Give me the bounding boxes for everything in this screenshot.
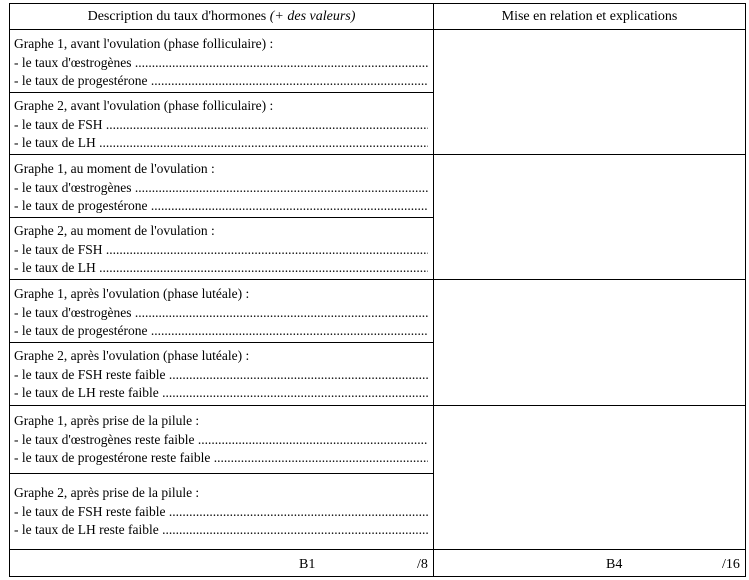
score-max-b4: /16	[722, 557, 740, 572]
row-divider	[10, 473, 433, 474]
row-line: - le taux d'œstrogènes .....	[14, 54, 428, 73]
row-line: - le taux de progestérone .....	[14, 322, 428, 341]
row-line: - le taux de LH reste faible .....	[14, 384, 428, 403]
row-line: - le taux de FSH reste faible .....	[14, 503, 428, 522]
row-line: - le taux de FSH reste faible .....	[14, 366, 428, 385]
row-title: Graphe 1, au moment de l'ovulation :	[14, 161, 215, 176]
row-line: - le taux d'œstrogènes .....	[14, 179, 428, 198]
row-title: Graphe 2, après prise de la pilule :	[14, 485, 200, 500]
row-divider	[10, 405, 746, 406]
row-divider	[10, 279, 746, 280]
header-explanations: Mise en relation et explications	[501, 9, 678, 24]
row-title: Graphe 1, avant l'ovulation (phase folliculaire) :	[14, 36, 274, 51]
row-line: - le taux de progestérone reste faible .....	[14, 449, 428, 468]
row-line: - le taux d'œstrogènes .....	[14, 304, 428, 323]
row-graphe1-apres	[14, 285, 428, 341]
row-title: Graphe 2, au moment de l'ovulation :	[14, 223, 215, 238]
row-title: Graphe 2, avant l'ovulation (phase folliculaire) :	[14, 98, 274, 113]
header-description	[10, 4, 433, 29]
row-title: Graphe 1, après l'ovulation (phase lutéale) :	[14, 286, 250, 301]
score-max-b1: /8	[417, 557, 428, 572]
row-line: - le taux de progestérone .....	[14, 197, 428, 216]
row-title: Graphe 2, après l'ovulation (phase lutéale) :	[14, 348, 250, 363]
row-graphe2-pilule	[14, 484, 428, 540]
row-line: - le taux de LH reste faible .....	[14, 521, 428, 540]
row-line: - le taux de LH .....	[14, 134, 428, 153]
score-label-b4: B4	[606, 557, 623, 572]
row-divider	[10, 342, 433, 343]
row-line: - le taux de LH .....	[14, 259, 428, 278]
row-line: - le taux de FSH .....	[14, 241, 428, 260]
column-divider	[433, 4, 434, 576]
row-line: - le taux de progestérone .....	[14, 72, 428, 91]
row-divider	[10, 549, 746, 550]
hormone-table	[9, 3, 746, 577]
row-line: - le taux de FSH .....	[14, 116, 428, 135]
row-graphe2-ovulation	[14, 222, 428, 278]
row-graphe1-pilule	[14, 412, 428, 468]
row-graphe1-avant	[14, 35, 428, 91]
row-graphe2-apres	[14, 347, 428, 403]
header-description-note: (+ des valeurs)	[269, 9, 356, 24]
row-divider	[10, 154, 746, 155]
row-line: - le taux d'œstrogènes reste faible .....	[14, 431, 428, 450]
row-divider	[10, 29, 746, 30]
row-graphe1-ovulation	[14, 160, 428, 216]
score-label-b1: B1	[299, 557, 316, 572]
row-divider	[10, 92, 433, 93]
header-description-title: Description du taux d'hormones	[87, 9, 270, 24]
row-title: Graphe 1, après prise de la pilule :	[14, 413, 200, 428]
row-graphe2-avant	[14, 97, 428, 153]
row-divider	[10, 217, 433, 218]
